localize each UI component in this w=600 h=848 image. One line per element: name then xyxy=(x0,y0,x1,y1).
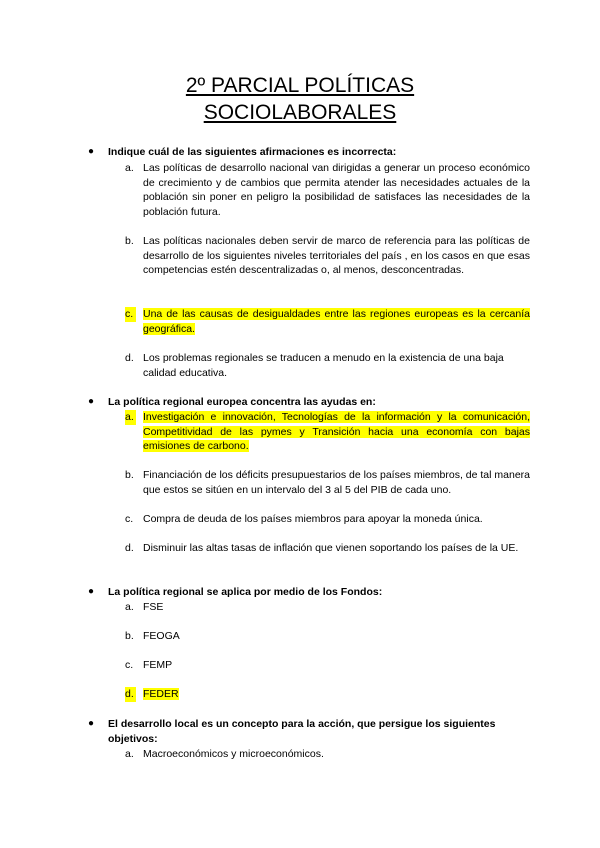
option-letter: a. xyxy=(125,601,134,613)
question-text: Indique cuál de las siguientes afirmaciones es incorrecta: xyxy=(108,146,397,158)
option-text: Financiación de los déficits presupuestarios de los países miembros, de tal manera que estos se sitúen en un intervalo del 3 al 5 del PIB de cada uno. xyxy=(143,469,530,496)
bullet-icon: ● xyxy=(88,396,95,407)
option-letter: d. xyxy=(125,352,134,364)
option-text: Las políticas nacionales deben servir de marco de referencia para las políticas de desarrollo de los siguientes niveles territoriales del país , en los casos en que esas competencias estén descentralizadas o, al menos, desconcentradas. xyxy=(143,235,530,276)
option-letter: c. xyxy=(125,513,134,525)
option-letter: b. xyxy=(125,235,134,247)
highlighted-answer: FEDER xyxy=(143,688,179,700)
option-text: Macroeconómicos y microeconómicos. xyxy=(143,748,324,760)
option-text: FEMP xyxy=(143,659,173,671)
question-text: La política regional europea concentra las ayudas en: xyxy=(108,396,376,408)
option-text xyxy=(143,687,530,702)
option-text xyxy=(143,307,530,336)
option-text: FEOGA xyxy=(143,630,180,642)
title-line-1: 2º PARCIAL POLÍTICAS xyxy=(185,74,415,97)
option-text xyxy=(143,410,530,454)
bullet-icon: ● xyxy=(88,146,95,157)
option-letter: c. xyxy=(125,659,134,671)
title-line-2: SOCIOLABORALES xyxy=(203,101,397,124)
page-title xyxy=(0,72,600,126)
highlighted-answer: Investigación e innovación, Tecnologías de la información y la comunicación, Competitividad de las pymes y Transición hacia una economía con bajas emisiones de carbono. xyxy=(143,411,530,452)
option-letter: d. xyxy=(125,687,136,702)
bullet-icon: ● xyxy=(88,586,95,597)
highlighted-answer: Una de las causas de desigualdades entre las regiones europeas es la cercanía geográfica. xyxy=(143,308,530,335)
option-text: Los problemas regionales se traducen a menudo en la existencia de una baja calidad educativa. xyxy=(143,352,504,379)
question-text: La política regional se aplica por medio de los Fondos: xyxy=(108,586,383,598)
option-text: Disminuir las altas tasas de inflación que vienen soportando los países de la UE. xyxy=(143,542,519,554)
option-letter: a. xyxy=(125,748,134,760)
option-letter: c. xyxy=(125,307,136,322)
option-letter: b. xyxy=(125,630,134,642)
bullet-icon: ● xyxy=(88,718,95,729)
question-text: El desarrollo local es un concepto para la acción, que persigue los siguientes objetivos: xyxy=(108,718,496,745)
option-letter: d. xyxy=(125,542,134,554)
option-letter: a. xyxy=(125,162,134,174)
option-text: Compra de deuda de los países miembros para apoyar la moneda única. xyxy=(143,513,483,525)
option-letter: b. xyxy=(125,469,134,481)
option-text: Las políticas de desarrollo nacional van dirigidas a generar un proceso económico de crecimiento y de cambios que permita atender las necesidades actuales de la población sin poner en peligro la posibilidad de satisfaces las necesidades de la población futura. xyxy=(143,162,530,218)
option-letter: a. xyxy=(125,410,136,425)
option-text: FSE xyxy=(143,601,164,613)
